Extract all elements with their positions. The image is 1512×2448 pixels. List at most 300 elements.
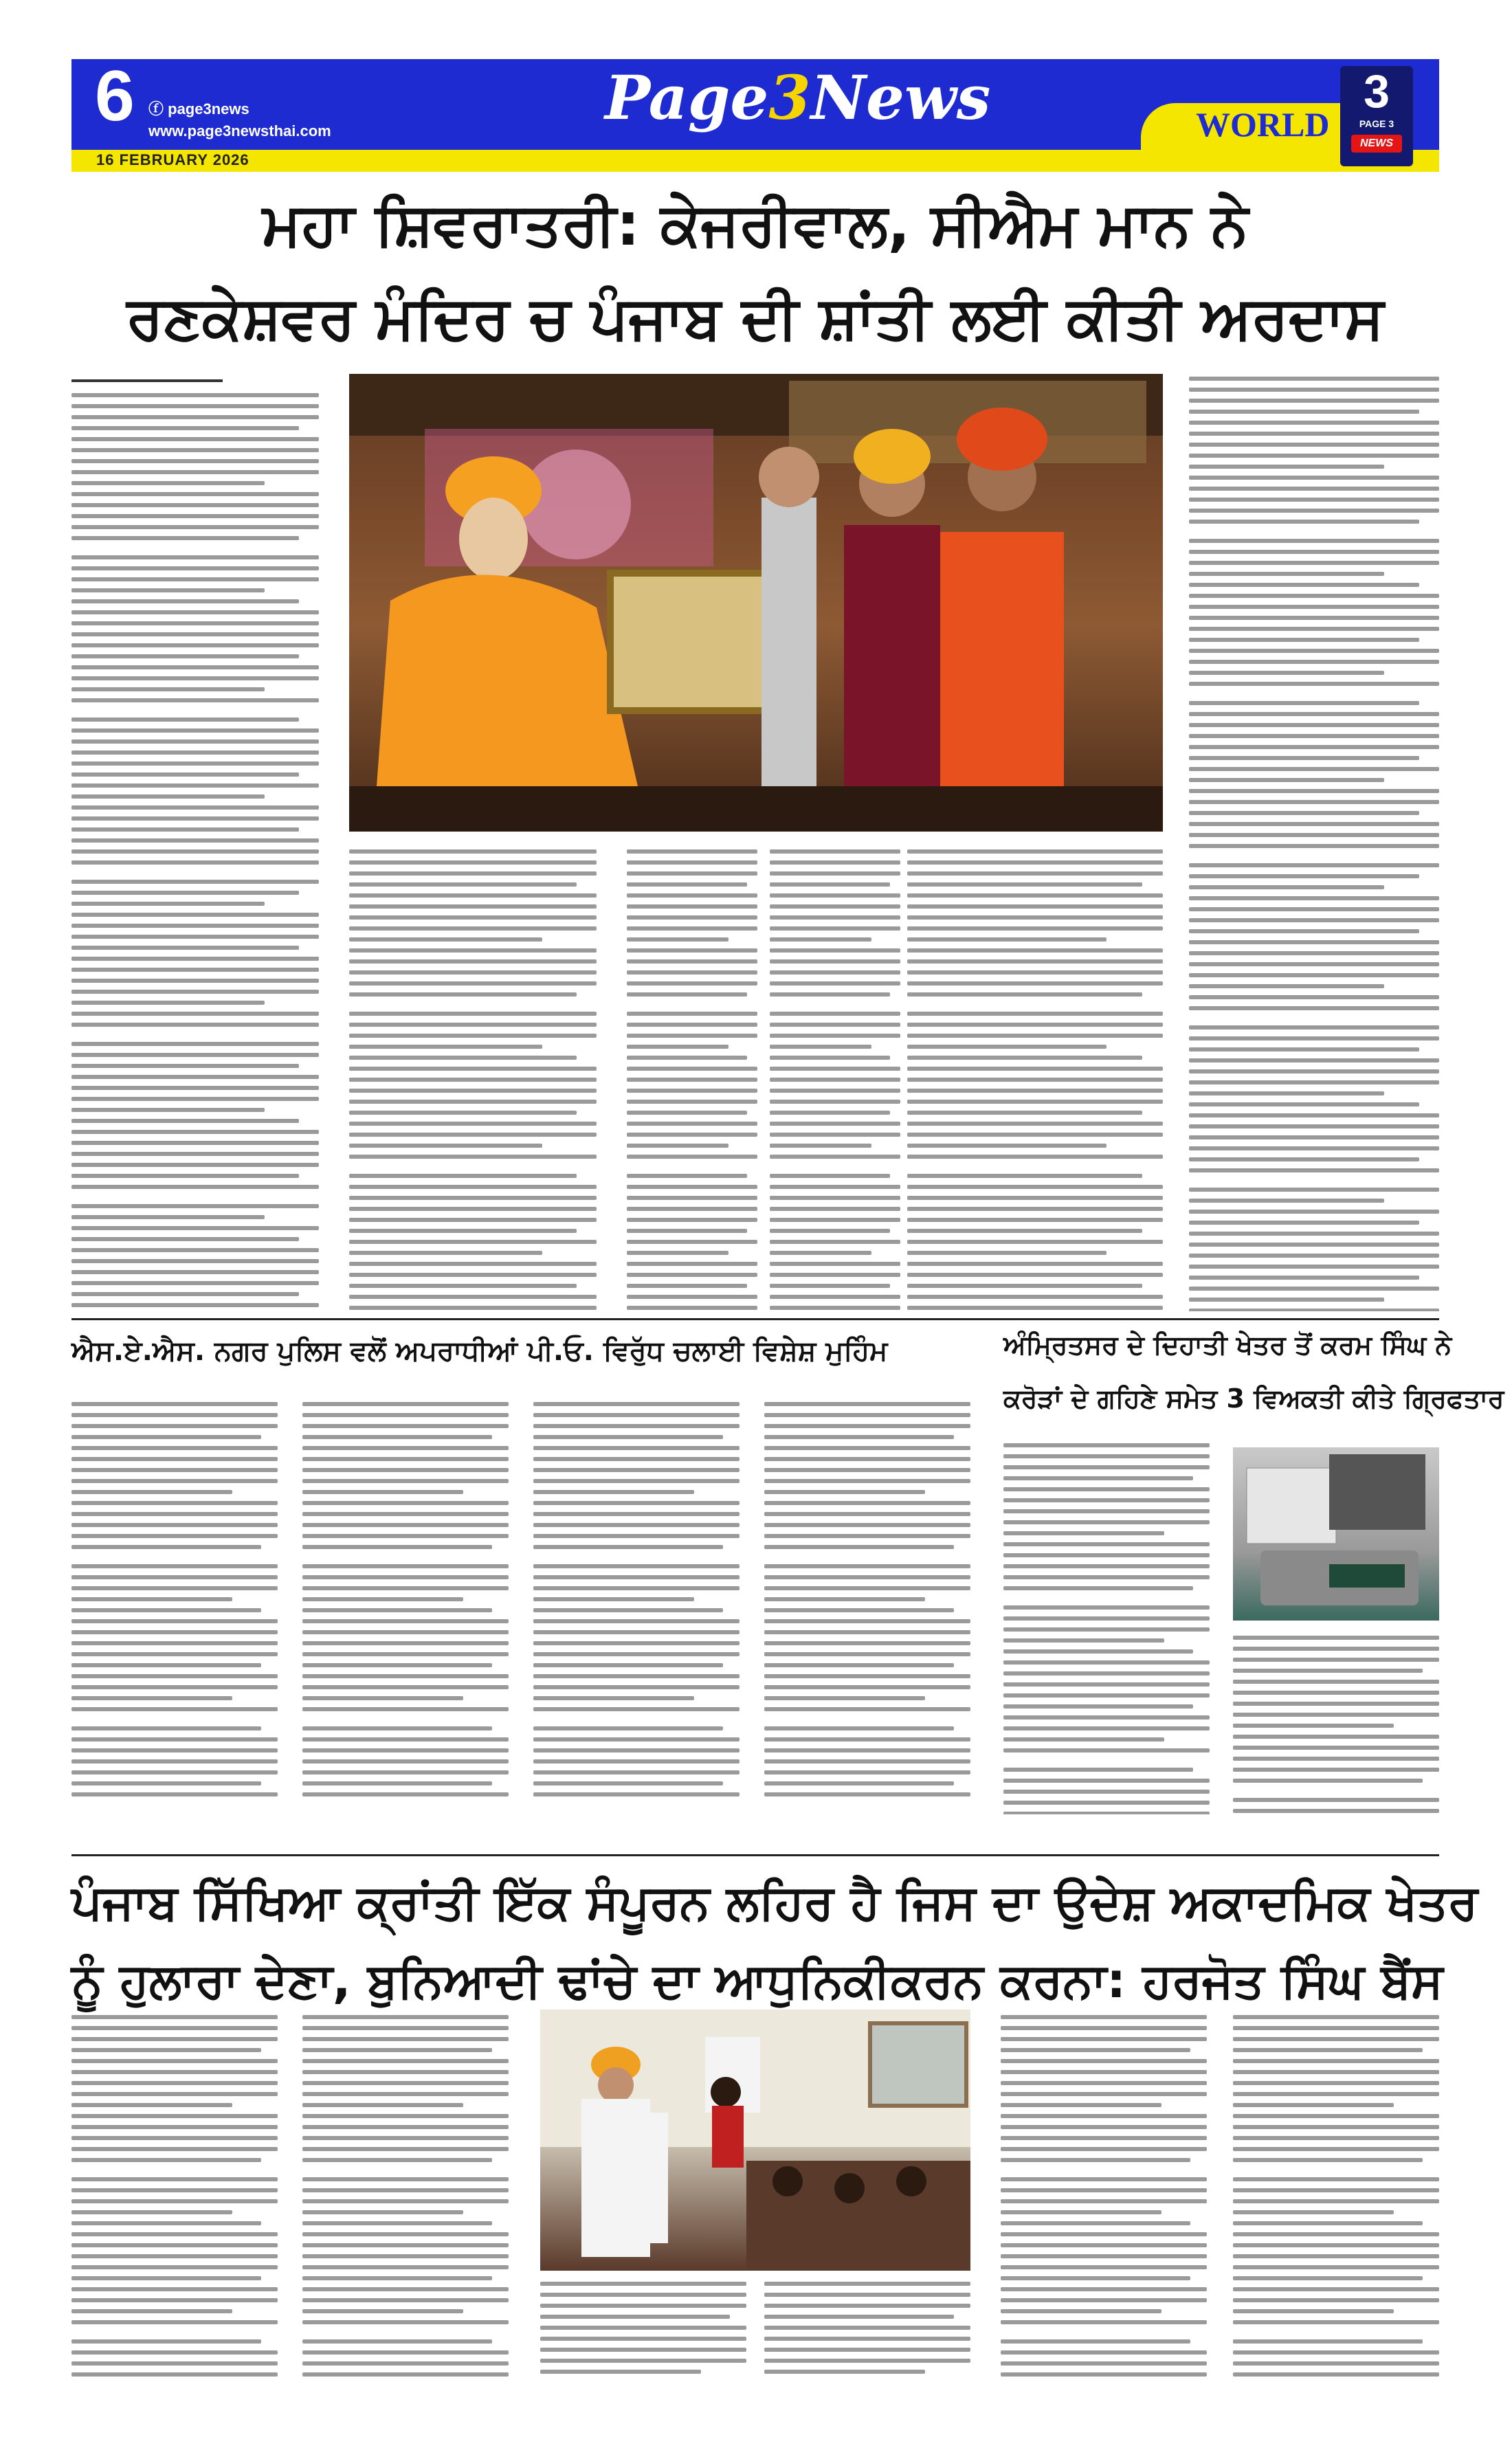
text-line — [71, 913, 319, 917]
text-line — [533, 1575, 740, 1579]
facebook-icon: ⓕ — [148, 100, 168, 118]
text-line — [302, 1652, 509, 1656]
text-line — [907, 849, 1163, 854]
text-line — [71, 935, 319, 939]
text-line — [1189, 1276, 1419, 1280]
text-line — [71, 1141, 319, 1145]
text-line — [533, 1792, 740, 1796]
text-line — [71, 1023, 319, 1027]
text-line — [540, 2370, 701, 2374]
text-line — [71, 1792, 278, 1796]
text-line — [1233, 2221, 1423, 2225]
text-line — [770, 1295, 900, 1299]
text-line — [1003, 1564, 1210, 1568]
text-line — [71, 1204, 319, 1208]
text-line — [1001, 2103, 1161, 2107]
text-line — [71, 1575, 278, 1579]
text-line — [71, 1663, 261, 1667]
text-line — [71, 687, 265, 691]
text-line — [302, 1468, 509, 1472]
text-line — [1189, 465, 1384, 469]
text-line — [1189, 995, 1439, 999]
classroom-photo — [540, 2010, 970, 2271]
text-line — [1003, 1542, 1210, 1546]
bottom-story-column-4 — [764, 2282, 970, 2385]
text-line — [71, 968, 319, 972]
text-line — [71, 739, 319, 744]
text-line — [764, 1737, 970, 1742]
text-line — [71, 1641, 278, 1645]
text-line — [1233, 2147, 1439, 2151]
text-line — [71, 2199, 278, 2203]
text-line — [349, 992, 577, 997]
text-line — [349, 1273, 597, 1277]
text-line — [770, 904, 900, 909]
text-line — [71, 783, 319, 788]
text-line — [71, 2059, 278, 2063]
text-line — [1003, 1768, 1193, 1772]
text-line — [770, 948, 900, 953]
section-label: WORLD — [1196, 105, 1330, 144]
text-line — [1189, 509, 1439, 513]
text-line — [1001, 2232, 1207, 2236]
text-line — [302, 2092, 509, 2096]
text-line — [907, 1100, 1163, 1104]
text-line — [71, 1501, 278, 1505]
text-line — [627, 1295, 757, 1299]
text-line — [349, 1306, 597, 1310]
text-line — [1189, 1102, 1419, 1106]
text-line — [764, 1402, 970, 1406]
text-line — [770, 1078, 900, 1082]
text-line — [533, 1446, 740, 1450]
text-line — [71, 1652, 278, 1656]
text-line — [302, 1619, 509, 1623]
text-line — [1189, 940, 1439, 944]
text-line — [764, 1685, 970, 1689]
text-line — [1189, 1265, 1439, 1269]
text-line — [1189, 973, 1439, 977]
text-line — [1189, 1243, 1439, 1247]
text-line — [627, 1229, 747, 1233]
text-line — [302, 1523, 509, 1527]
text-line — [1001, 2059, 1207, 2063]
bottom-story-column-3 — [540, 2282, 746, 2385]
text-line — [533, 1501, 740, 1505]
text-line — [907, 1251, 1107, 1255]
text-line — [1189, 649, 1439, 653]
text-line — [1233, 2287, 1439, 2291]
text-line — [302, 2276, 492, 2280]
text-line — [627, 1273, 757, 1277]
text-line — [71, 536, 299, 540]
text-line — [770, 915, 900, 920]
text-line — [302, 2081, 509, 2085]
text-line — [764, 1545, 954, 1549]
text-line — [907, 926, 1163, 931]
text-line — [71, 2221, 261, 2225]
text-line — [770, 1155, 900, 1159]
text-line — [770, 1111, 890, 1115]
text-line — [71, 632, 319, 636]
text-line — [1233, 2015, 1439, 2019]
text-line — [1189, 1047, 1419, 1051]
issue-date: 16 FEBRUARY 2026 — [96, 151, 249, 168]
text-line — [71, 1619, 278, 1623]
text-line — [71, 503, 319, 507]
text-line — [540, 2359, 746, 2363]
text-line — [1001, 2177, 1207, 2181]
text-line — [627, 970, 757, 975]
text-line — [770, 1056, 890, 1060]
lead-photo — [349, 374, 1163, 832]
text-line — [302, 2309, 463, 2313]
bottom-story-column-2 — [302, 2015, 509, 2379]
text-line — [1233, 2037, 1439, 2041]
third-story-column-1 — [1003, 1443, 1210, 1814]
text-line — [1233, 1702, 1439, 1706]
text-line — [1189, 660, 1439, 664]
text-line — [71, 1586, 278, 1590]
text-line — [349, 1012, 597, 1016]
text-line — [1189, 520, 1419, 524]
lead-story-column-6 — [1189, 377, 1439, 1311]
text-line — [71, 1086, 319, 1090]
text-line — [1189, 1254, 1439, 1258]
text-line — [349, 915, 597, 920]
text-line — [1233, 1798, 1439, 1802]
text-line — [1003, 1801, 1210, 1805]
text-line — [907, 1174, 1142, 1178]
section-divider — [71, 1318, 1439, 1320]
text-line — [764, 1663, 954, 1667]
text-line — [1001, 2210, 1161, 2214]
text-line — [1189, 874, 1419, 878]
text-line — [1233, 1724, 1394, 1728]
text-line — [1189, 712, 1439, 716]
text-line — [71, 1215, 265, 1219]
text-line — [1001, 2361, 1207, 2366]
text-line — [71, 1097, 319, 1101]
text-line — [302, 2125, 509, 2129]
text-line — [349, 1111, 577, 1115]
text-line — [302, 2287, 509, 2291]
text-line — [349, 849, 597, 854]
text-line — [302, 2147, 509, 2151]
text-line — [764, 1630, 970, 1634]
lead-story-column-5 — [907, 849, 1163, 1310]
text-line — [770, 1034, 900, 1038]
text-line — [907, 1185, 1163, 1189]
text-line — [1233, 1768, 1439, 1772]
text-line — [71, 1012, 319, 1016]
text-line — [1003, 1715, 1210, 1720]
text-line — [764, 1759, 970, 1763]
text-line — [907, 1023, 1163, 1027]
text-line — [1001, 2243, 1207, 2247]
second-headline: ਐਸ.ਏ.ਐਸ. ਨਗਰ ਪੁਲਿਸ ਵਲੋਂ ਅਪਰਾਧੀਆਂ ਪੀ.ਓ. ਵਿਰੁੱਧ ਚਲਾਈ ਵਿਸ਼ੇਸ਼ ਮੁਹਿੰਮ — [71, 1335, 888, 1367]
text-line — [1189, 1298, 1384, 1302]
text-line — [533, 1586, 740, 1590]
text-line — [302, 2188, 509, 2192]
text-line — [907, 970, 1163, 975]
text-line — [302, 1630, 509, 1634]
text-line — [349, 937, 542, 942]
text-line — [71, 2158, 261, 2162]
text-line — [302, 2103, 463, 2107]
text-line — [533, 1781, 723, 1785]
text-line — [533, 1737, 740, 1742]
text-line — [907, 1240, 1163, 1244]
text-line — [349, 1240, 597, 1244]
text-line — [1189, 476, 1439, 480]
text-line — [764, 1479, 970, 1483]
text-line — [1189, 1091, 1384, 1095]
text-line — [627, 1174, 747, 1178]
text-line — [533, 1652, 740, 1656]
text-line — [71, 1413, 278, 1417]
text-line — [764, 2359, 970, 2363]
text-line — [71, 2243, 278, 2247]
text-line — [627, 1218, 757, 1222]
text-line — [71, 1163, 319, 1167]
lead-headline-line2: ਰਣਕੇਸ਼ਵਰ ਮੰਦਿਰ ਚ ਪੰਜਾਬ ਦੀ ਸ਼ਾਂਤੀ ਲਈ ਕੀਤੀ ਅਰਦਾਸ — [126, 284, 1384, 353]
text-line — [627, 915, 757, 920]
text-line — [71, 555, 319, 559]
text-line — [71, 2276, 261, 2280]
badge-number: 3 — [1364, 65, 1390, 118]
text-line — [71, 577, 319, 581]
text-line — [1189, 454, 1439, 458]
text-line — [1003, 1575, 1210, 1579]
text-line — [349, 1174, 577, 1178]
text-line — [907, 959, 1163, 964]
text-line — [349, 1251, 542, 1255]
text-line — [1189, 1069, 1439, 1073]
text-line — [1189, 800, 1439, 804]
third-headline-line1: ਅੰਮ੍ਰਿਤਸਰ ਦੇ ਦਿਹਾਤੀ ਖੇਤਰ ਤੋਂ ਕਰਮ ਸਿੰਘ ਨੇ — [1003, 1330, 1452, 1360]
text-line — [349, 1295, 597, 1299]
text-line — [1233, 2114, 1439, 2118]
text-line — [907, 871, 1163, 876]
text-line — [302, 2048, 492, 2052]
text-line — [764, 1707, 970, 1711]
badge-news-tag: NEWS — [1351, 135, 1402, 153]
text-line — [71, 1696, 232, 1700]
text-line — [907, 1144, 1107, 1148]
text-line — [770, 1273, 900, 1277]
text-line — [71, 2136, 278, 2140]
text-line — [1233, 2361, 1439, 2366]
text-line — [71, 525, 319, 529]
text-line — [71, 2037, 278, 2041]
text-line — [764, 2326, 970, 2330]
bottom-headline-line2: ਨੂੰ ਹੁਲਾਰਾ ਦੇਣਾ, ਬੁਨਿਆਦੀ ਢਾਂਚੇ ਦਾ ਆਧੁਨਿਕੀਕਰਨ ਕਰਨਾ: ਹਰਜੋਤ ਸਿੰਘ ਬੈਂਸ — [71, 1952, 1443, 2009]
text-line — [71, 665, 319, 669]
text-line — [1001, 2015, 1207, 2019]
text-line — [71, 827, 299, 832]
text-line — [1189, 822, 1439, 826]
text-line — [1189, 1210, 1439, 1214]
minister-classroom-image — [540, 2010, 970, 2271]
text-line — [1233, 2210, 1394, 2214]
text-line — [1233, 2320, 1439, 2324]
text-line — [627, 1196, 757, 1200]
text-line — [302, 1424, 509, 1428]
text-line — [349, 1133, 597, 1137]
text-line — [1189, 399, 1439, 403]
text-line — [71, 1424, 278, 1428]
text-line — [71, 1707, 278, 1711]
text-line — [627, 1262, 757, 1266]
text-line — [1189, 844, 1439, 848]
text-line — [302, 1512, 509, 1516]
text-line — [1003, 1487, 1210, 1491]
text-line — [1233, 2125, 1439, 2129]
text-line — [770, 1089, 900, 1093]
text-line — [764, 1575, 970, 1579]
text-line — [907, 992, 1142, 997]
text-line — [71, 1685, 278, 1689]
text-line — [71, 2265, 278, 2269]
text-line — [302, 2158, 492, 2162]
text-line — [533, 1468, 740, 1472]
text-line — [71, 902, 265, 906]
text-line — [533, 1630, 740, 1634]
text-line — [1001, 2136, 1207, 2140]
text-line — [71, 1042, 319, 1046]
text-line — [627, 849, 757, 854]
text-line — [764, 1446, 970, 1450]
text-line — [302, 1674, 509, 1678]
text-line — [1003, 1748, 1210, 1752]
text-line — [907, 1284, 1142, 1288]
text-line — [302, 2298, 509, 2302]
text-line — [71, 588, 265, 592]
text-line — [302, 2210, 463, 2214]
text-line — [1003, 1682, 1210, 1687]
text-line — [1003, 1509, 1210, 1513]
text-line — [349, 1089, 597, 1093]
text-line — [71, 2361, 278, 2366]
text-line — [1189, 756, 1419, 760]
text-line — [71, 1479, 278, 1483]
text-line — [302, 2136, 509, 2140]
text-line — [1003, 1660, 1210, 1665]
text-line — [71, 1053, 319, 1057]
text-line — [533, 1663, 723, 1667]
text-line — [302, 2015, 509, 2019]
text-line — [302, 1446, 509, 1450]
text-line — [71, 470, 319, 474]
text-line — [764, 1608, 954, 1612]
text-line — [627, 937, 729, 942]
text-line — [302, 2059, 509, 2063]
text-line — [71, 1545, 261, 1549]
text-line — [71, 1248, 319, 1252]
text-line — [1233, 2103, 1394, 2107]
text-line — [71, 2287, 278, 2291]
newspaper-logo: Page3News — [605, 62, 991, 133]
text-line — [764, 1523, 970, 1527]
text-line — [71, 1630, 278, 1634]
text-line — [770, 1251, 871, 1255]
text-line — [71, 1270, 319, 1274]
text-line — [770, 1045, 871, 1049]
text-line — [71, 621, 319, 625]
text-line — [71, 728, 319, 733]
text-line — [1189, 778, 1384, 782]
text-line — [533, 1608, 723, 1612]
text-line — [764, 1696, 925, 1700]
text-line — [627, 948, 757, 953]
text-line — [1001, 2287, 1207, 2291]
text-line — [71, 2070, 278, 2074]
text-line — [71, 1748, 278, 1752]
text-line — [1233, 2059, 1439, 2063]
text-line — [540, 2304, 746, 2308]
text-line — [907, 1306, 1163, 1310]
text-line — [71, 2350, 278, 2355]
text-line — [302, 1707, 509, 1711]
text-line — [302, 1792, 509, 1796]
text-line — [627, 1122, 757, 1126]
text-line — [1233, 2199, 1439, 2203]
text-line — [533, 1759, 740, 1763]
text-line — [1189, 443, 1439, 447]
text-line — [907, 981, 1163, 986]
text-line — [627, 1045, 729, 1049]
text-line — [533, 1696, 694, 1700]
text-line — [1003, 1454, 1210, 1458]
text-line — [1189, 723, 1439, 727]
text-line — [1233, 2372, 1439, 2377]
text-line — [1189, 1036, 1439, 1041]
text-line — [71, 1435, 261, 1439]
text-line — [770, 1067, 900, 1071]
text-line — [1001, 2188, 1207, 2192]
text-line — [71, 393, 319, 397]
text-line — [540, 2315, 730, 2319]
text-line — [349, 1196, 597, 1200]
text-line — [1189, 1080, 1439, 1084]
text-line — [764, 1586, 970, 1590]
text-line — [764, 1652, 970, 1656]
text-line — [71, 1237, 299, 1241]
text-line — [71, 1781, 261, 1785]
text-line — [627, 1240, 757, 1244]
text-line — [302, 1781, 492, 1785]
text-line — [71, 1108, 265, 1112]
text-line — [71, 599, 299, 603]
text-line — [1233, 2298, 1439, 2302]
text-line — [1189, 388, 1439, 392]
text-line — [1189, 1113, 1439, 1117]
text-line — [71, 2147, 278, 2151]
text-line — [349, 948, 597, 953]
text-line — [627, 1111, 747, 1115]
text-line — [1233, 2081, 1439, 2085]
text-line — [907, 1295, 1163, 1299]
text-line — [1003, 1671, 1210, 1676]
website-link[interactable]: www.page3newsthai.com — [148, 122, 331, 140]
text-line — [1233, 2309, 1394, 2313]
text-line — [302, 1685, 509, 1689]
text-line — [1189, 962, 1439, 966]
text-line — [1003, 1465, 1210, 1469]
text-line — [1189, 487, 1439, 491]
text-line — [349, 1155, 597, 1159]
